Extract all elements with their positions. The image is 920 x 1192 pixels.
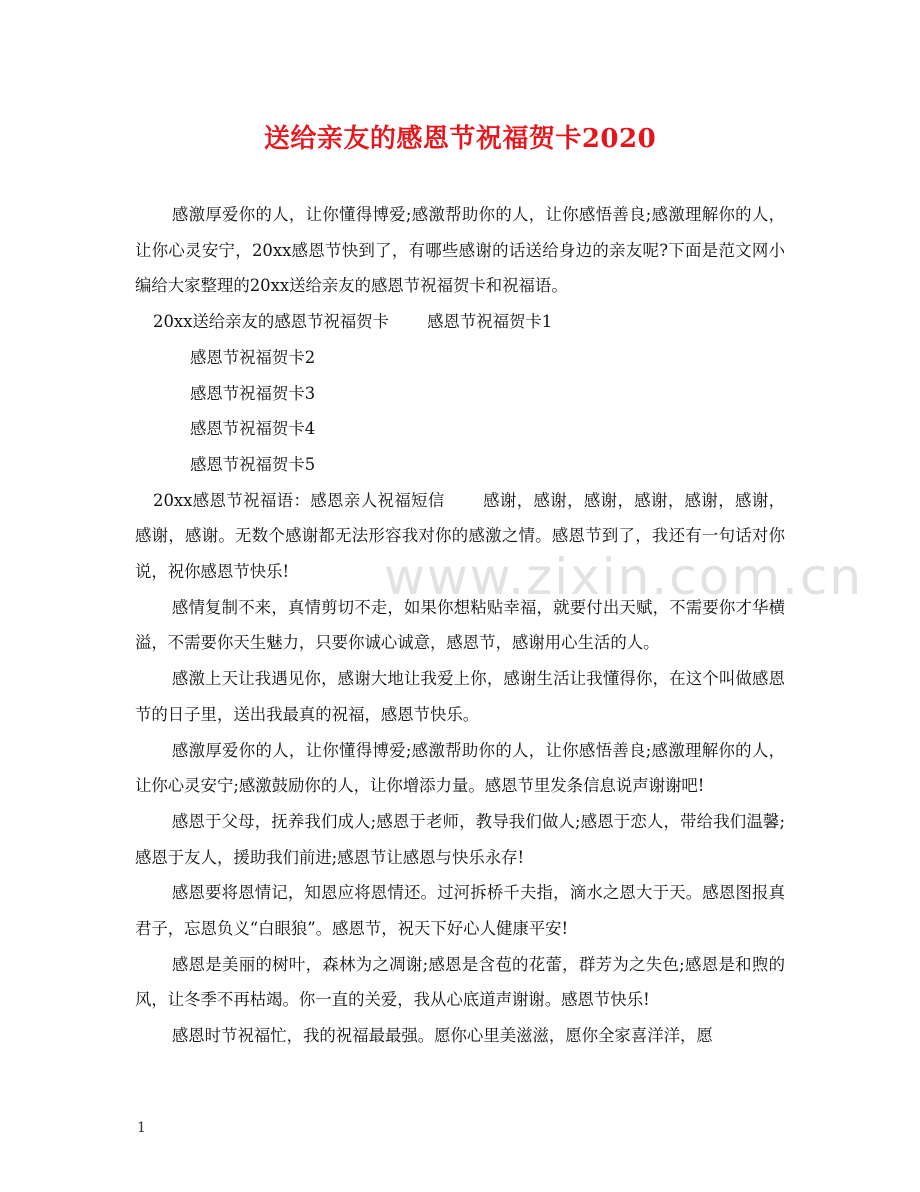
toc-item-2: 感恩节祝福贺卡2 xyxy=(190,347,316,367)
greetings-first: 感谢，感谢，感谢，感谢，感谢，感谢，感谢，感谢。无数个感谢都无法形容我对你的感激之情。感恩节到了，我还有一句话对你说，祝你感恩节快乐! xyxy=(135,490,786,582)
document-title: 送给亲友的感恩节祝福贺卡2020 xyxy=(263,124,657,154)
toc-item-3: 感恩节祝福贺卡3 xyxy=(190,383,316,403)
toc-heading: 20xx送给亲友的感恩节祝福贺卡 xyxy=(153,312,390,332)
watermark: www.zixin.com.cn xyxy=(384,548,864,606)
body-paragraph: 感激上天让我遇见你，感谢大地让我爱上你，感谢生活让我懂得你，在这个叫做感恩节的日子里，送出我最真的祝福，感恩节快乐。 xyxy=(135,669,785,724)
document-body xyxy=(135,197,785,1054)
toc-heading-line xyxy=(135,304,785,340)
body-paragraph: 感情复制不来，真情剪切不走，如果你想粘贴幸福，就要付出天赋，不需要你才华横溢，不需要你天生魅力，只要你诚心诚意，感恩节，感谢用心生活的人。 xyxy=(135,597,785,653)
greetings-heading: 20xx感恩节祝福语：感恩亲人祝福短信 xyxy=(153,490,445,510)
page-number: 1 xyxy=(137,1120,146,1136)
toc-item-5: 感恩节祝福贺卡5 xyxy=(190,454,316,474)
body-paragraph: 感恩是美丽的树叶，森林为之凋谢;感恩是含苞的花蕾，群芳为之失色;感恩是和煦的风，让冬季不再枯竭。你一直的关爱，我从心底道声谢谢。感恩节快乐! xyxy=(135,954,785,1010)
toc-item-1: 感恩节祝福贺卡1 xyxy=(427,312,553,332)
body-paragraph: 感恩于父母，抚养我们成人;感恩于老师，教导我们做人;感恩于恋人，带给我们温馨;感恩于友人，援助我们前进;感恩节让感恩与快乐永存! xyxy=(135,811,785,867)
body-paragraph: 感恩时节祝福忙，我的祝福最最强。愿你心里美滋滋，愿你全家喜洋洋，愿 xyxy=(171,1026,713,1046)
toc-item-4: 感恩节祝福贺卡4 xyxy=(190,419,316,439)
intro-paragraph: 感激厚爱你的人，让你懂得博爱;感激帮助你的人，让你感悟善良;感激理解你的人，让你心灵安宁，20xx感恩节快到了，有哪些感谢的话送给身边的亲友呢?下面是范文网小编给大家整理的20xx送给亲友的感恩节祝福贺卡和祝福语。 xyxy=(135,205,785,296)
body-paragraph: 感激厚爱你的人，让你懂得博爱;感激帮助你的人，让你感悟善良;感激理解你的人，让你心灵安宁;感激鼓励你的人，让你增添力量。感恩节里发条信息说声谢谢吧! xyxy=(135,740,785,796)
body-paragraph: 感恩要将恩情记，知恩应将恩情还。过河拆桥千夫指，滴水之恩大于天。感恩图报真君子，忘恩负义“白眼狼”。感恩节，祝天下好心人健康平安! xyxy=(135,883,785,939)
